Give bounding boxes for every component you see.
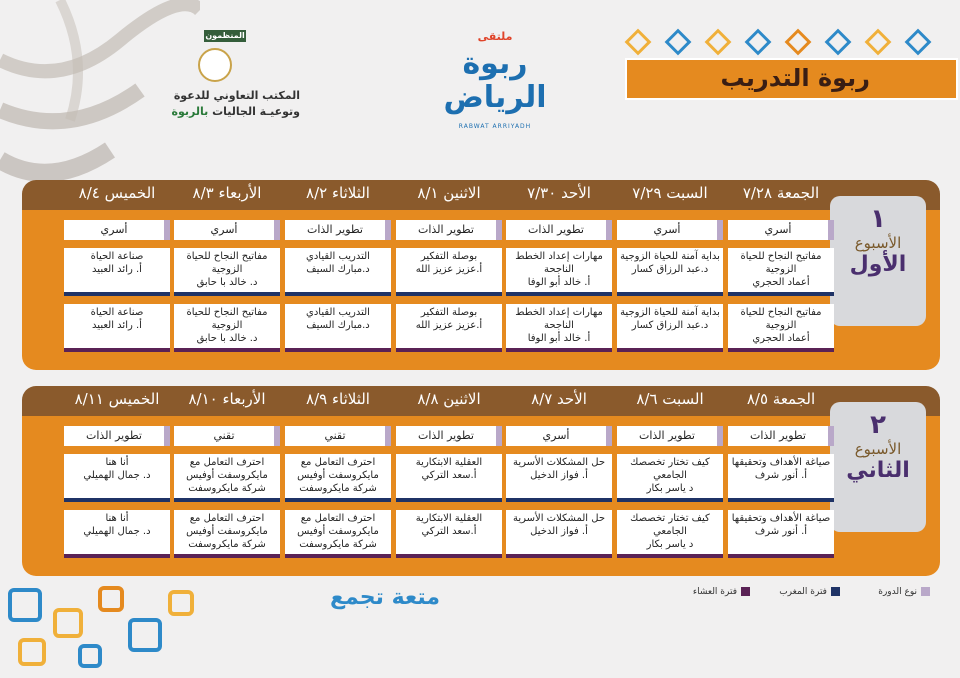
- organizer-badge: المنظمون: [205, 31, 245, 40]
- course-type-cell: تقني: [285, 426, 391, 446]
- session-title: احترف التعامل مع مايكروسفت أوفيس شركة مايكروسفت: [186, 457, 268, 494]
- session-title: حل المشكلات الأسرية: [512, 513, 606, 524]
- session-presenter: د. جمال الهميلي: [83, 526, 151, 537]
- day-header: الخميس ٨/١١: [74, 390, 160, 408]
- session-maghrib: [728, 454, 834, 502]
- day-header: الأحد ٧/٣٠: [527, 184, 591, 202]
- session-presenter: د.مبارك السيف: [306, 264, 370, 275]
- event-logo: [420, 22, 570, 132]
- session-maghrib: [64, 454, 170, 502]
- day-header: الاثنين ٨/١: [417, 184, 481, 202]
- course-type-cell: تطوير الذات: [617, 426, 723, 446]
- session-title: مهارات إعداد الخطط الناجحة: [515, 307, 603, 331]
- session-maghrib: [396, 248, 502, 296]
- session-title: حل المشكلات الأسرية: [512, 457, 606, 468]
- course-type-cell: أسري: [506, 426, 612, 446]
- event-logo-main: ربوة الرياض: [443, 46, 547, 115]
- session-isha: [396, 304, 502, 352]
- session-isha: [506, 304, 612, 352]
- session-maghrib: [174, 454, 280, 502]
- session-presenter: د. جمال الهميلي: [83, 470, 151, 481]
- session-maghrib: [285, 454, 391, 502]
- course-type-cell: تطوير الذات: [396, 426, 502, 446]
- session-maghrib: [728, 248, 834, 296]
- session-presenter: أ. خالد أبو الوفا: [527, 333, 591, 344]
- event-logo-top: ملتقى: [477, 30, 513, 43]
- course-type-cell: تطوير الذات: [728, 426, 834, 446]
- day-header: الخميس ٨/٤: [78, 184, 156, 202]
- session-isha: [64, 304, 170, 352]
- legend-maghrib: فترة المغرب: [779, 587, 840, 597]
- session-title: أنا هنا: [105, 513, 129, 524]
- session-presenter: د ياسر بكار: [646, 483, 694, 494]
- session-maghrib: [617, 454, 723, 502]
- legend: [630, 587, 930, 601]
- organizer-name: المكتب التعاوني للدعوة وتوعيـة الجاليات بالربوة: [171, 89, 300, 118]
- day-header: الجمعة ٧/٢٨: [742, 184, 820, 202]
- session-presenter: د. خالد با حابق: [196, 333, 258, 344]
- session-presenter: د.عبد الرزاق كسار: [631, 264, 709, 275]
- legend-swatch: [831, 587, 840, 596]
- session-presenter: أ.عزيز عزيز الله: [415, 320, 483, 331]
- session-presenter: أ. أنور شرف: [754, 526, 808, 537]
- session-maghrib: [506, 454, 612, 502]
- session-title: مهارات إعداد الخطط الناجحة: [515, 251, 603, 275]
- session-presenter: أ. فواز الدخيل: [530, 470, 588, 481]
- session-title: العقلية الابتكارية: [415, 513, 483, 524]
- session-title: بوصلة التفكير: [420, 307, 478, 318]
- session-title: بداية آمنة للحياة الزوجية: [620, 251, 720, 262]
- title-bar: [625, 58, 958, 100]
- session-maghrib: [396, 454, 502, 502]
- pattern-decoration: [610, 22, 960, 62]
- session-title: كيف تختار تخصصك الجامعي: [630, 457, 710, 481]
- session-title: احترف التعامل مع مايكروسفت أوفيس شركة مايكروسفت: [297, 513, 379, 550]
- legend-swatch: [921, 587, 930, 596]
- week-panel-1: [22, 180, 940, 370]
- day-header: الأربعاء ٨/١٠: [188, 390, 266, 408]
- legend-swatch: [741, 587, 750, 596]
- legend-isha: فترة العشاء: [693, 587, 750, 597]
- session-title: احترف التعامل مع مايكروسفت أوفيس شركة مايكروسفت: [186, 513, 268, 550]
- session-isha: [617, 510, 723, 558]
- week-panel-2: [22, 386, 940, 576]
- session-presenter: د.مبارك السيف: [306, 320, 370, 331]
- session-isha: [285, 304, 391, 352]
- session-title: التدريب القيادي: [306, 307, 370, 318]
- session-presenter: أ. خالد أبو الوفا: [527, 277, 591, 288]
- session-maghrib: [64, 248, 170, 296]
- course-type-cell: تطوير الذات: [506, 220, 612, 240]
- legend-course-type: نوع الدورة: [878, 587, 930, 597]
- session-presenter: أعماد الحجري: [752, 277, 810, 288]
- course-type-cell: تقني: [174, 426, 280, 446]
- course-type-cell: أسري: [174, 220, 280, 240]
- session-isha: [174, 510, 280, 558]
- session-title: صياغة الأهداف وتحقيقها: [731, 457, 831, 468]
- session-presenter: أعماد الحجري: [752, 333, 810, 344]
- session-isha: [617, 304, 723, 352]
- week-number: ١: [870, 204, 886, 234]
- session-title: صناعة الحياة: [90, 251, 144, 262]
- session-presenter: د. خالد با حابق: [196, 277, 258, 288]
- session-title: التدريب القيادي: [306, 251, 370, 262]
- day-header: الأربعاء ٨/٣: [192, 184, 262, 202]
- session-presenter: أ. رائد العبيد: [92, 264, 142, 275]
- day-header: الأحد ٨/٧: [531, 390, 587, 408]
- session-isha: [285, 510, 391, 558]
- session-isha: [506, 510, 612, 558]
- session-isha: [396, 510, 502, 558]
- event-logo-en: RABWAT ARRIYADH: [458, 123, 532, 130]
- week-number: ٢: [870, 410, 886, 440]
- session-title: أنا هنا: [105, 457, 129, 468]
- session-title: مفاتيح النجاح للحياة الزوجية: [186, 307, 268, 331]
- session-title: مفاتيح النجاح للحياة الزوجية: [740, 251, 822, 275]
- week-label: الأسبوع: [854, 234, 902, 252]
- session-title: مفاتيح النجاح للحياة الزوجية: [740, 307, 822, 331]
- day-header: الجمعة ٨/٥: [746, 390, 816, 408]
- session-title: مفاتيح النجاح للحياة الزوجية: [186, 251, 268, 275]
- organizer-block: [171, 30, 300, 130]
- session-presenter: أ. رائد العبيد: [92, 320, 142, 331]
- session-presenter: أ. فواز الدخيل: [530, 526, 588, 537]
- day-header: الثلاثاء ٨/٢: [306, 184, 370, 202]
- course-type-cell: أسري: [728, 220, 834, 240]
- week-label-box: [830, 402, 926, 532]
- session-title: العقلية الابتكارية: [415, 457, 483, 468]
- session-presenter: أ.سعد التركي: [421, 526, 477, 537]
- session-title: بوصلة التفكير: [420, 251, 478, 262]
- week-label-box: [830, 196, 926, 326]
- day-header: الاثنين ٨/٨: [417, 390, 481, 408]
- session-maghrib: [174, 248, 280, 296]
- session-title: صياغة الأهداف وتحقيقها: [731, 513, 831, 524]
- session-presenter: أ.سعد التركي: [421, 470, 477, 481]
- session-isha: [64, 510, 170, 558]
- day-header: السبت ٧/٢٩: [632, 184, 708, 202]
- session-maghrib: [506, 248, 612, 296]
- session-isha: [728, 510, 834, 558]
- course-type-cell: تطوير الذات: [64, 426, 170, 446]
- course-type-cell: تطوير الذات: [396, 220, 502, 240]
- course-type-cell: تطوير الذات: [285, 220, 391, 240]
- session-isha: [728, 304, 834, 352]
- day-header: الثلاثاء ٨/٩: [306, 390, 370, 408]
- day-header: السبت ٨/٦: [636, 390, 704, 408]
- session-presenter: د ياسر بكار: [646, 539, 694, 550]
- session-presenter: أ.عزيز عزيز الله: [415, 264, 483, 275]
- session-presenter: أ. أنور شرف: [754, 470, 808, 481]
- session-maghrib: [285, 248, 391, 296]
- session-title: احترف التعامل مع مايكروسفت أوفيس شركة مايكروسفت: [297, 457, 379, 494]
- organizer-emblem-icon: [198, 48, 232, 82]
- page-title: ربوة التدريب: [720, 64, 870, 92]
- course-type-cell: أسري: [64, 220, 170, 240]
- week-ordinal: الأول: [849, 252, 907, 277]
- session-title: كيف تختار تخصصك الجامعي: [630, 513, 710, 537]
- pattern-decoration: [0, 580, 210, 678]
- session-title: صناعة الحياة: [90, 307, 144, 318]
- week-label: الأسبوع: [854, 440, 902, 458]
- week-ordinal: الثاني: [846, 458, 910, 483]
- session-maghrib: [617, 248, 723, 296]
- footer-logo: متعة تجمع: [330, 585, 440, 610]
- session-isha: [174, 304, 280, 352]
- session-title: بداية آمنة للحياة الزوجية: [620, 307, 720, 318]
- session-presenter: د.عبد الرزاق كسار: [631, 320, 709, 331]
- course-type-cell: أسري: [617, 220, 723, 240]
